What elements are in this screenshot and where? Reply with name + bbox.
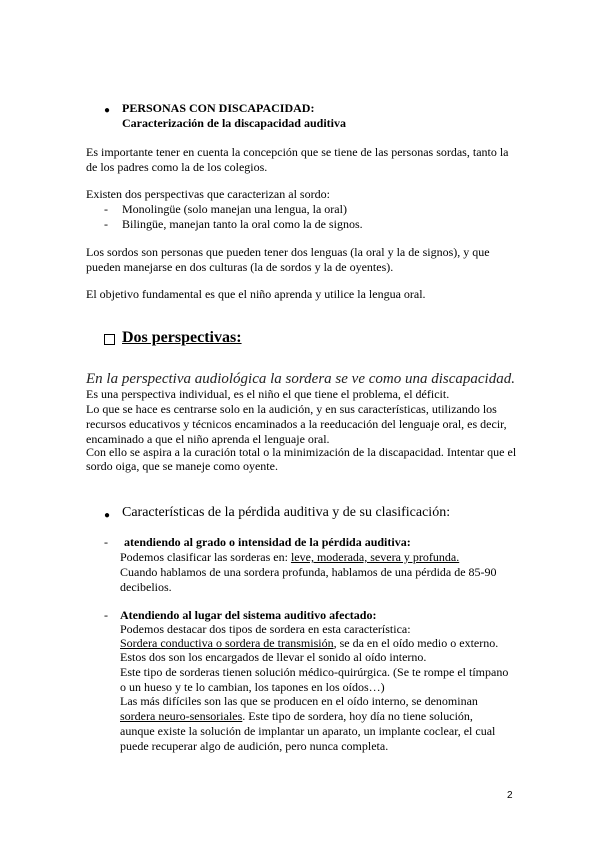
dos-perspectivas-title: Dos perspectivas: bbox=[122, 329, 242, 346]
grado-line-2: Cuando hablamos de una sordera profunda, hablamos de una pérdida de 85-90 bbox=[120, 565, 497, 579]
audiologica-heading: En la perspectiva audiológica la sordera se ve como una discapacidad. bbox=[86, 371, 515, 387]
lugar-title: Atendiendo al lugar del sistema auditivo afectado: bbox=[120, 608, 377, 622]
lugar-line-7 bbox=[120, 709, 473, 724]
grado-text: Podemos clasificar las sorderas en: bbox=[120, 550, 291, 564]
audiologica-line-3: recursos educativos y técnicos encaminados a la reeducación del lenguaje oral, es decir, bbox=[86, 417, 507, 431]
caracteristicas-heading: Características de la pérdida auditiva y de su clasificación: bbox=[122, 505, 451, 520]
intro-line-1: Es importante tener en cuenta la concepción que se tiene de las personas sordas, tanto la bbox=[86, 145, 509, 159]
dash-marker: - bbox=[104, 608, 108, 622]
audiologica-line-1: Es una perspectiva individual, es el niño el que tiene el problema, el déficit. bbox=[86, 387, 450, 401]
grado-types: leve, moderada, severa y profunda. bbox=[290, 550, 460, 564]
bullet-dot: ● bbox=[104, 105, 111, 116]
dash-marker: - bbox=[104, 217, 108, 231]
lugar-line-3: Estos dos son los encargados de llevar el sonido al oído interno. bbox=[120, 650, 427, 664]
languages-line-2: pueden manejarse en dos culturas (la de sordos y la de oyentes). bbox=[86, 260, 394, 274]
grado-line-3: decibelios. bbox=[120, 580, 172, 594]
lugar-line-4: Este tipo de sorderas tienen solución médico-quirúrgica. (Se te rompe el tímpano bbox=[120, 665, 509, 679]
perspective-item-2: Bilingüe, manejan tanto la oral como la de signos. bbox=[122, 217, 363, 231]
sordera-conductiva: Sordera conductiva o sordera de transmisión bbox=[120, 636, 334, 650]
sordera-neurosensorial: sordera neuro-sensoriales bbox=[120, 709, 243, 723]
lugar-line-1: Podemos destacar dos tipos de sordera en esta característica: bbox=[120, 622, 411, 636]
section-subtitle: Caracterización de la discapacidad auditiva bbox=[122, 116, 346, 130]
lugar-line-9: puede recuperar algo de audición, pero nunca completa. bbox=[120, 739, 389, 753]
bullet-dot: ● bbox=[104, 510, 111, 521]
dash-marker: - bbox=[104, 202, 108, 216]
audiologica-line-5: Con ello se aspira a la curación total o la minimización de la discapacidad. Intentar que el bbox=[86, 445, 517, 459]
lugar-line-7-rest: . Este tipo de sordera, hoy día no tiene solución, bbox=[242, 709, 473, 723]
audiologica-line-2: Lo que se hace es centrarse solo en la audición, y en sus características, utilizando los bbox=[86, 402, 497, 416]
perspective-item-1: Monolingüe (solo manejan una lengua, la oral) bbox=[122, 202, 347, 216]
perspectives-lead: Existen dos perspectivas que caracterizan al sordo: bbox=[86, 187, 330, 201]
lugar-line-5: o un hueso y te lo cambian, los tapones en los oídos…) bbox=[120, 680, 385, 694]
dash-marker: - bbox=[104, 535, 108, 549]
lugar-line-2-rest: , se da en el oído medio o externo. bbox=[333, 636, 499, 650]
section-title: PERSONAS CON DISCAPACIDAD: bbox=[122, 101, 315, 115]
grado-title: atendiendo al grado o intensidad de la pérdida auditiva: bbox=[124, 535, 411, 549]
lugar-line-8: aunque existe la solución de implantar un aparato, un implante coclear, el cual bbox=[120, 724, 496, 738]
audiologica-line-4: encaminado a que el niño aprenda el lenguaje oral. bbox=[86, 432, 330, 446]
checkbox-icon bbox=[104, 334, 115, 345]
audiologica-line-6: sordo oiga, que se maneje como oyente. bbox=[86, 459, 278, 473]
page-number: 2 bbox=[507, 790, 513, 801]
objective-text: El objetivo fundamental es que el niño aprenda y utilice la lengua oral. bbox=[86, 287, 426, 301]
lugar-line-6: Las más difíciles son las que se producen en el oído interno, se denominan bbox=[120, 694, 478, 708]
intro-line-2: de los padres como la de los colegios. bbox=[86, 160, 268, 174]
languages-line-1: Los sordos son personas que pueden tener dos lenguas (la oral y la de signos), y que bbox=[86, 245, 490, 259]
lugar-line-2 bbox=[120, 636, 498, 651]
grado-line-1 bbox=[120, 550, 459, 565]
